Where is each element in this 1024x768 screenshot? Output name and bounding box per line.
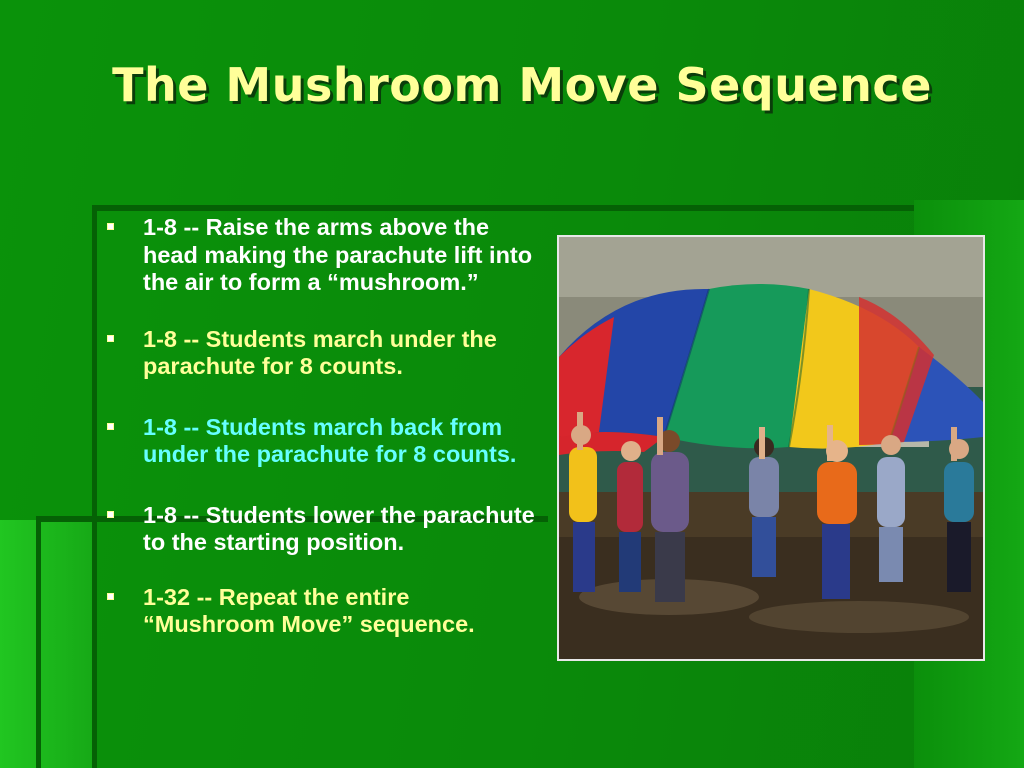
square-bullet-icon bbox=[107, 335, 114, 342]
parachute-illustration bbox=[559, 237, 983, 659]
decorative-frame-line bbox=[92, 205, 914, 211]
decorative-frame-line bbox=[36, 516, 41, 768]
square-bullet-icon bbox=[107, 423, 114, 430]
background-accent-left bbox=[0, 520, 96, 768]
bullet-item bbox=[106, 214, 544, 297]
bullet-list bbox=[106, 214, 544, 668]
bullet-text: 1-8 -- Raise the arms above the head making the parachute lift into the air to form a “mushroom.” bbox=[143, 214, 533, 295]
parachute-photo bbox=[557, 235, 985, 661]
decorative-frame-line bbox=[92, 205, 97, 768]
bullet-text: 1-8 -- Students march under the parachute for 8 counts. bbox=[143, 325, 497, 379]
square-bullet-icon bbox=[107, 223, 114, 230]
bullet-item bbox=[106, 584, 544, 639]
bullet-item bbox=[106, 326, 544, 381]
bullet-text: 1-8 -- Students lower the parachute to the starting position. bbox=[143, 501, 535, 555]
bullet-text: 1-8 -- Students march back from under the parachute for 8 counts. bbox=[143, 413, 517, 467]
bullet-item bbox=[106, 502, 544, 557]
square-bullet-icon bbox=[107, 511, 114, 518]
square-bullet-icon bbox=[107, 593, 114, 600]
slide-title: The Mushroom Move Sequence bbox=[112, 58, 932, 112]
bullet-text: 1-32 -- Repeat the entire “Mushroom Move” sequence. bbox=[143, 583, 475, 637]
bullet-item bbox=[106, 414, 544, 469]
